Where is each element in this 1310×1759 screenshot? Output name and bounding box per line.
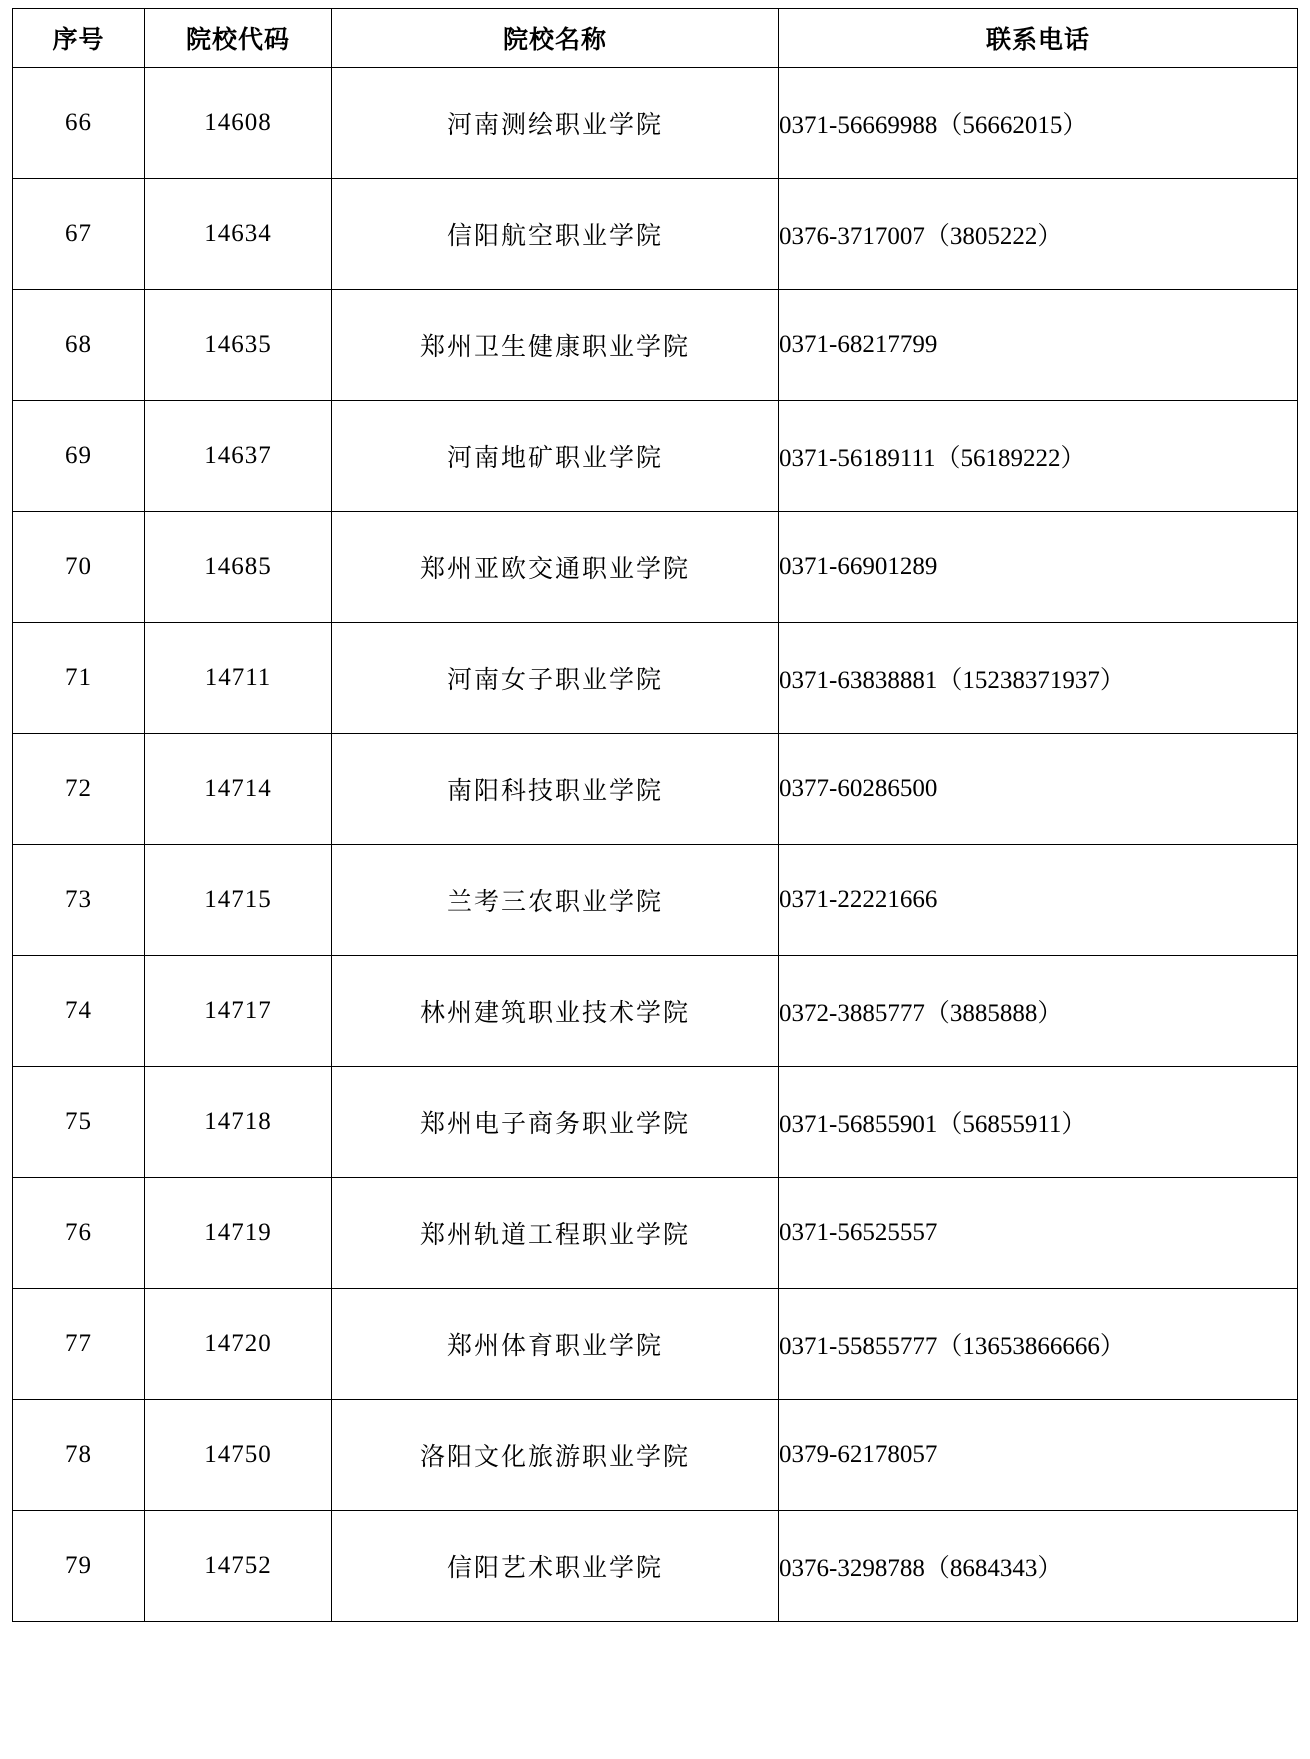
cell-code: 14685	[145, 512, 332, 623]
table-row	[13, 623, 1298, 734]
table-row	[13, 1178, 1298, 1289]
table-row	[13, 845, 1298, 956]
table-row	[13, 734, 1298, 845]
cell-school-name: 林州建筑职业技术学院	[332, 956, 779, 1067]
cell-school-name: 郑州亚欧交通职业学院	[332, 512, 779, 623]
table-row	[13, 179, 1298, 290]
cell-school-name: 信阳航空职业学院	[332, 179, 779, 290]
cell-code: 14634	[145, 179, 332, 290]
cell-phone: 0379-62178057	[779, 1400, 1298, 1511]
cell-code: 14717	[145, 956, 332, 1067]
column-header-code: 院校代码	[145, 9, 332, 68]
cell-phone: 0376-3298788（8684343）	[779, 1511, 1298, 1622]
cell-index: 73	[13, 845, 145, 956]
cell-school-name: 郑州体育职业学院	[332, 1289, 779, 1400]
cell-code: 14711	[145, 623, 332, 734]
cell-school-name: 洛阳文化旅游职业学院	[332, 1400, 779, 1511]
cell-school-name: 信阳艺术职业学院	[332, 1511, 779, 1622]
table-row	[13, 1067, 1298, 1178]
cell-school-name: 郑州轨道工程职业学院	[332, 1178, 779, 1289]
cell-index: 78	[13, 1400, 145, 1511]
cell-phone: 0371-22221666	[779, 845, 1298, 956]
cell-code: 14714	[145, 734, 332, 845]
cell-index: 66	[13, 68, 145, 179]
cell-index: 67	[13, 179, 145, 290]
table-row	[13, 1511, 1298, 1622]
cell-code: 14720	[145, 1289, 332, 1400]
cell-code: 14637	[145, 401, 332, 512]
cell-index: 72	[13, 734, 145, 845]
cell-school-name: 河南女子职业学院	[332, 623, 779, 734]
cell-phone: 0371-66901289	[779, 512, 1298, 623]
cell-code: 14715	[145, 845, 332, 956]
cell-school-name: 郑州电子商务职业学院	[332, 1067, 779, 1178]
cell-phone: 0371-56525557	[779, 1178, 1298, 1289]
cell-index: 70	[13, 512, 145, 623]
cell-code: 14635	[145, 290, 332, 401]
cell-code: 14608	[145, 68, 332, 179]
cell-school-name: 兰考三农职业学院	[332, 845, 779, 956]
cell-phone: 0372-3885777（3885888）	[779, 956, 1298, 1067]
table-row	[13, 1289, 1298, 1400]
cell-phone: 0371-68217799	[779, 290, 1298, 401]
cell-phone: 0371-56189111（56189222）	[779, 401, 1298, 512]
cell-code: 14752	[145, 1511, 332, 1622]
table-header-row	[13, 9, 1298, 68]
table-row	[13, 1400, 1298, 1511]
table-row	[13, 401, 1298, 512]
column-header-index: 序号	[13, 9, 145, 68]
cell-index: 74	[13, 956, 145, 1067]
cell-code: 14718	[145, 1067, 332, 1178]
cell-phone: 0371-56855901（56855911）	[779, 1067, 1298, 1178]
cell-school-name: 南阳科技职业学院	[332, 734, 779, 845]
table-row	[13, 290, 1298, 401]
cell-phone: 0371-63838881（15238371937）	[779, 623, 1298, 734]
school-contact-table	[12, 8, 1298, 1622]
cell-school-name: 河南测绘职业学院	[332, 68, 779, 179]
cell-school-name: 郑州卫生健康职业学院	[332, 290, 779, 401]
cell-index: 68	[13, 290, 145, 401]
cell-index: 71	[13, 623, 145, 734]
column-header-name: 院校名称	[332, 9, 779, 68]
table-body	[13, 68, 1298, 1622]
cell-index: 76	[13, 1178, 145, 1289]
cell-phone: 0371-55855777（13653866666）	[779, 1289, 1298, 1400]
cell-phone: 0376-3717007（3805222）	[779, 179, 1298, 290]
cell-phone: 0371-56669988（56662015）	[779, 68, 1298, 179]
cell-index: 69	[13, 401, 145, 512]
cell-code: 14750	[145, 1400, 332, 1511]
cell-index: 79	[13, 1511, 145, 1622]
cell-index: 77	[13, 1289, 145, 1400]
table-row	[13, 68, 1298, 179]
column-header-phone: 联系电话	[779, 9, 1298, 68]
table-row	[13, 956, 1298, 1067]
cell-school-name: 河南地矿职业学院	[332, 401, 779, 512]
cell-code: 14719	[145, 1178, 332, 1289]
table-header	[13, 9, 1298, 68]
table-row	[13, 512, 1298, 623]
cell-index: 75	[13, 1067, 145, 1178]
cell-phone: 0377-60286500	[779, 734, 1298, 845]
